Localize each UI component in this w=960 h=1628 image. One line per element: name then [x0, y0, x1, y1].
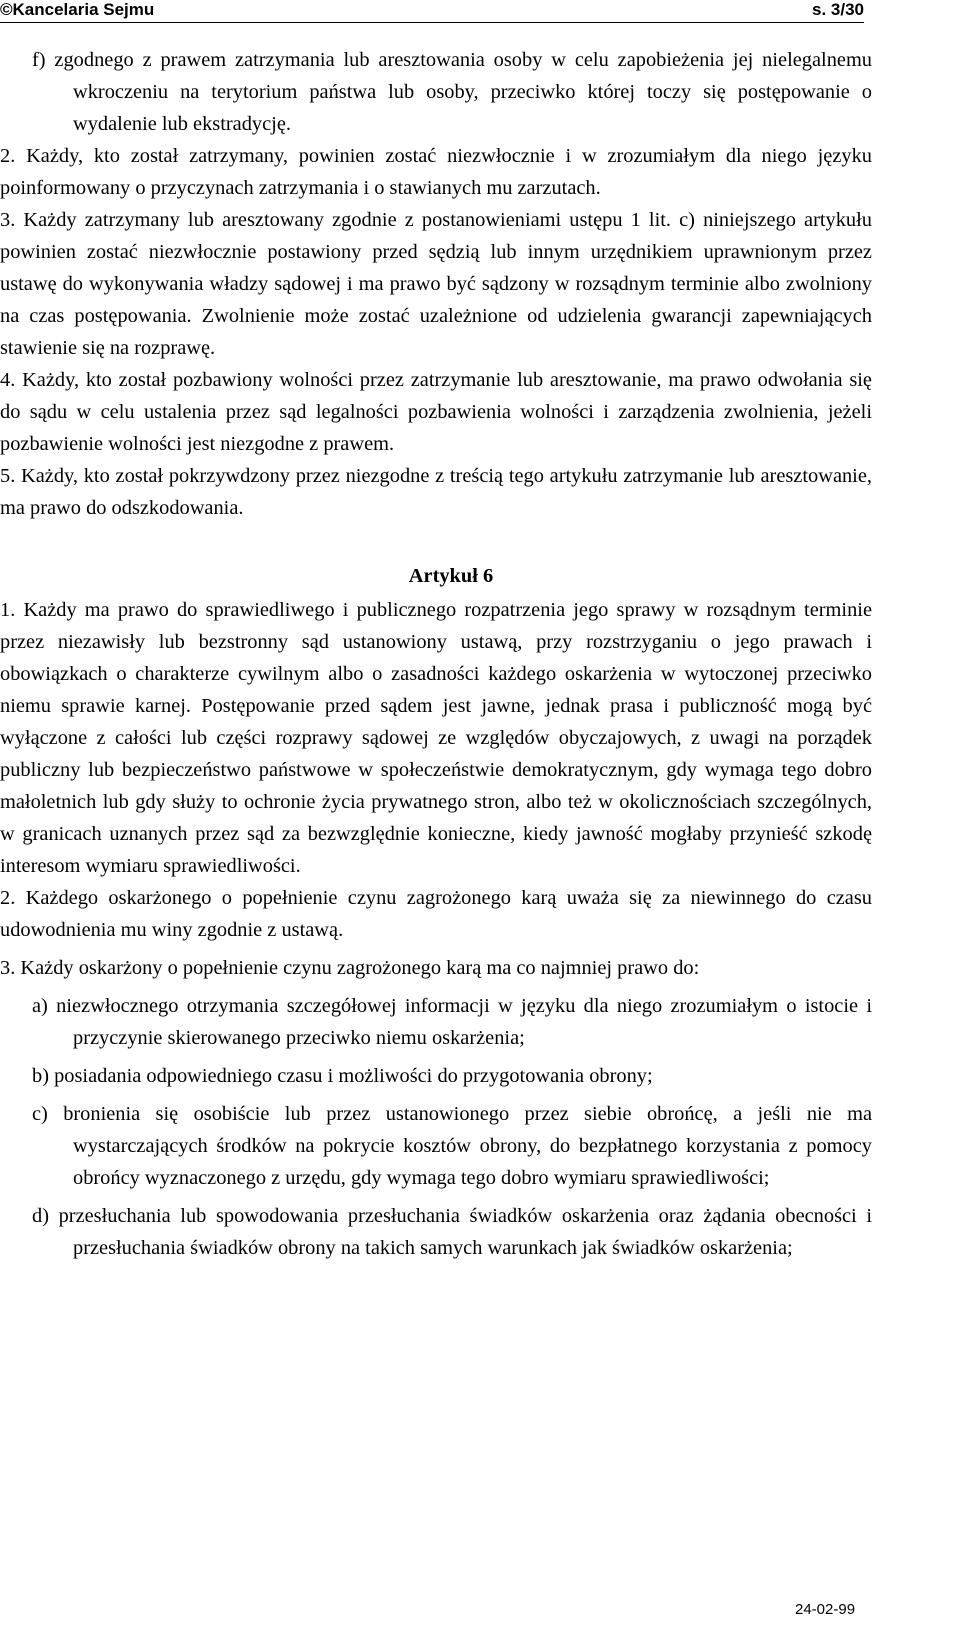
document-body — [0, 44, 872, 1270]
footer-date: 24-02-99 — [795, 1601, 856, 1618]
paragraph-4: 4. Każdy, kto został pozbawiony wolności przez zatrzymanie lub aresztowanie, ma prawo odwołania się do sądu w celu ustalenia przez sąd legalności pozbawienia wolności i zarządzenia zwolnienia, jeżeli pozbawienie wolności jest niezgodne z prawem. — [0, 369, 872, 455]
paragraph-5: 5. Każdy, kto został pokrzywdzony przez niezgodne z treścią tego artykułu zatrzymanie lub aresztowanie, ma prawo do odszkodowania. — [0, 465, 872, 519]
article6-paragraph-1: 1. Każdy ma prawo do sprawiedliwego i publicznego rozpatrzenia jego sprawy w rozsądnym terminie przez niezawisły lub bezstronny sąd ustanowiony ustawą, przy rozstrzyganiu o jego prawach i obowiązkach o charakterze cywilnym albo o zasadności każdego oskarżenia w wytoczonej przeciwko niemu sprawie karnej. Postępowanie przed sądem jest jawne, jednak prasa i publiczność mogą być wyłączone z całości lub części rozprawy sądowej ze względów obyczajowych, z uwagi na porządek publiczny lub bezpieczeństwo państwowe w społeczeństwie demokratycznym, gdy wymaga tego dobro małoletnich lub gdy służy to ochronie życia prywatnego stron, albo też w okolicznościach szczególnych, w granicach uznanych przez sąd za bezwzględnie konieczne, kiedy jawność mogłaby przynieść szkodę interesom wymiaru sprawiedliwości. — [0, 599, 872, 877]
list-item-a: a) niezwłocznego otrzymania szczegółowej informacji w języku dla niego zrozumiałym o istocie i przyczynie skierowanego przeciwko niemu oskarżenia; — [32, 995, 872, 1049]
header-publisher: ©Kancelaria Sejmu — [0, 0, 155, 19]
list-item-d: d) przesłuchania lub spowodowania przesłuchania świadków oskarżenia oraz żądania obecności i przesłuchania świadków obrony na takich samych warunkach jak świadków oskarżenia; — [32, 1205, 872, 1259]
paragraph-3: 3. Każdy zatrzymany lub aresztowany zgodnie z postanowieniami ustępu 1 lit. c) niniejszego artykułu powinien zostać niezwłocznie postawiony przed sędzią lub innym urzędnikiem uprawnionym przez ustawę do wykonywania władzy sądowej i ma prawo być sądzony w rozsądnym terminie albo zwolniony na czas postępowania. Zwolnienie może zostać uzależnione od udzielenia gwarancji zapewniających stawienie się na rozprawę. — [0, 209, 872, 359]
list-item-b: b) posiadania odpowiedniego czasu i możliwości do przygotowania obrony; — [32, 1065, 653, 1087]
paragraph-f: f) zgodnego z prawem zatrzymania lub aresztowania osoby w celu zapobieżenia jej nielegalnemu wkroczeniu na terytorium państwa lub osoby, przeciwko której toczy się postępowanie o wydalenie lub ekstradycję. — [32, 49, 872, 135]
article-heading: Artykuł 6 — [408, 565, 494, 587]
list-item-c: c) bronienia się osobiście lub przez ustanowionego przez siebie obrońcę, a jeśli nie ma wystarczających środków na pokrycie kosztów obrony, do bezpłatnego korzystania z pomocy obrońcy wyznaczonego z urzędu, gdy wymaga tego dobro wymiaru sprawiedliwości; — [32, 1103, 872, 1189]
article6-paragraph-3: 3. Każdy oskarżony o popełnienie czynu zagrożonego karą ma co najmniej prawo do: — [0, 957, 700, 979]
page-header — [0, 0, 864, 23]
article6-paragraph-2: 2. Każdego oskarżonego o popełnienie czynu zagrożonego karą uważa się za niewinnego do czasu udowodnienia mu winy zgodnie z ustawą. — [0, 887, 872, 941]
paragraph-2: 2. Każdy, kto został zatrzymany, powinien zostać niezwłocznie i w zrozumiałym dla niego języku poinformowany o przyczynach zatrzymania i o stawianych mu zarzutach. — [0, 145, 872, 199]
header-page-number: s. 3/30 — [812, 0, 864, 19]
